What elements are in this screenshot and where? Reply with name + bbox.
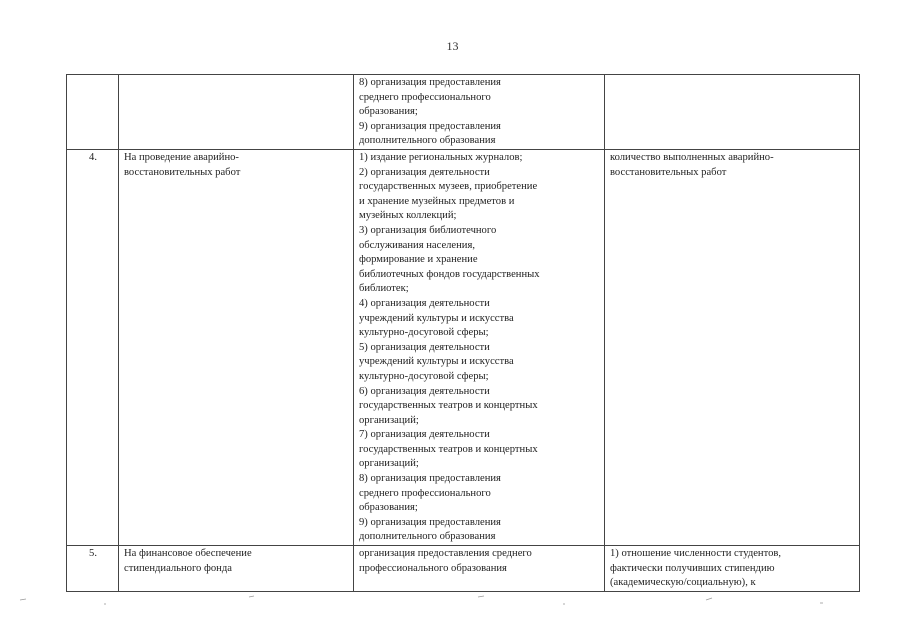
cell-text-line: На финансовое обеспечение <box>124 548 252 560</box>
cell-text-line: и хранение музейных предметов и <box>359 195 515 207</box>
cell-text-line: восстановительных работ <box>124 166 241 178</box>
purpose-cell <box>119 150 354 546</box>
cell-text-line: организаций; <box>359 414 419 426</box>
services-cell <box>354 150 605 546</box>
purpose-cell <box>119 75 354 150</box>
cell-text-line: образования; <box>359 106 418 118</box>
cell-text-line: государственных театров и концертных <box>359 400 538 412</box>
cell-text-line: культурно-досуговой сферы; <box>359 370 489 382</box>
cell-text-line: 8) организация предоставления <box>359 473 501 485</box>
cell-text-line: На проведение аварийно- <box>124 152 239 163</box>
services-cell <box>354 75 605 150</box>
table-body <box>67 75 860 592</box>
cell-text-line: профессионального образования <box>359 562 507 574</box>
row-number: 5. <box>89 548 97 560</box>
cell-text-line: количество выполненных аварийно- <box>610 152 774 163</box>
cell-text-line: 5) организация деятельности <box>359 341 490 353</box>
indicator-cell <box>605 75 860 150</box>
table-row <box>67 546 860 592</box>
cell-text-line: государственных театров и концертных <box>359 443 538 455</box>
cell-text-line: учреждений культуры и искусства <box>359 356 514 368</box>
cell-text-line: 9) организация предоставления <box>359 516 501 528</box>
cell-text-line: среднего профессионального <box>359 487 491 499</box>
cell-text-line: библиотек; <box>359 283 409 295</box>
row-number: 4. <box>89 152 97 163</box>
cell-text-line: 7) организация деятельности <box>359 429 490 441</box>
cell-text-line: 6) организация деятельности <box>359 385 490 397</box>
table-row <box>67 75 860 150</box>
cell-text-line: учреждений культуры и искусства <box>359 312 514 324</box>
cell-text-line: 9) организация предоставления <box>359 120 501 132</box>
cell-text-line: 8) организация предоставления <box>359 77 501 88</box>
cell-text-line: 3) организация библиотечного <box>359 224 497 236</box>
cell-text-line: фактически получивших стипендию <box>610 562 775 574</box>
cell-text-line: организация предоставления среднего <box>359 548 532 560</box>
indicator-cell <box>605 150 860 546</box>
row-number-cell <box>67 75 119 150</box>
cell-text-line: среднего профессионального <box>359 91 491 103</box>
cell-text-line: 1) издание региональных журналов; <box>359 152 523 163</box>
cell-text-line: формирование и хранение <box>359 254 478 266</box>
cell-text-line: государственных музеев, приобретение <box>359 181 538 193</box>
cell-text-line: музейных коллекций; <box>359 210 457 222</box>
cell-text-line: образования; <box>359 502 418 514</box>
cell-text-line: дополнительного образования <box>359 135 496 147</box>
row-number-cell <box>67 546 119 592</box>
services-cell <box>354 546 605 592</box>
cell-text-line: культурно-досуговой сферы; <box>359 327 489 339</box>
page-number: 13 <box>446 39 459 53</box>
cell-text-line: (академическую/социальную), к <box>610 577 756 589</box>
cell-text-line: 2) организация деятельности <box>359 166 490 178</box>
document-table <box>66 74 860 592</box>
indicator-cell <box>605 546 860 592</box>
table-row <box>67 150 860 546</box>
row-number-cell <box>67 150 119 546</box>
cell-text-line: организаций; <box>359 458 419 470</box>
purpose-cell <box>119 546 354 592</box>
cell-text-line: 4) организация деятельности <box>359 297 490 309</box>
cell-text-line: 1) отношение численности студентов, <box>610 548 782 560</box>
cell-text-line: библиотечных фондов государственных <box>359 268 540 280</box>
cell-text-line: обслуживания населения, <box>359 239 475 251</box>
cell-text-line: восстановительных работ <box>610 166 727 178</box>
cell-text-line: стипендиального фонда <box>124 562 232 574</box>
cell-text-line: дополнительного образования <box>359 531 496 543</box>
